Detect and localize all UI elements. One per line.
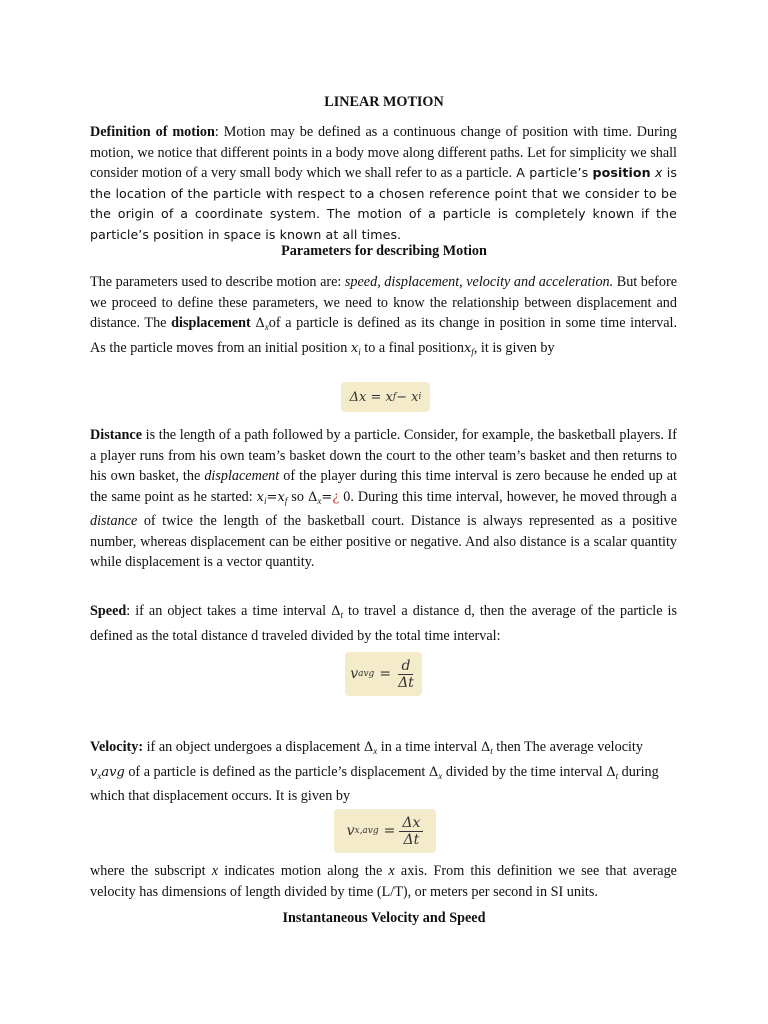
page-title: LINEAR MOTION [324,94,444,110]
velocity-explanation-paragraph: where the subscript x indicates motion along the x axis. From this definition we see that average velocity has dimensions of length divided by time (L/T), or meters per second in SI units. [90,863,677,900]
velocity-label: Velocity: [90,739,144,755]
params-heading: Parameters for describing Motion [281,243,487,259]
speed-paragraph: Speed: if an object takes a time interval $\Delta_t$ to travel a distance d, then the average of the particle is defined as the total distance d traveled divided by the total time interval: [90,603,677,644]
params-paragraph: The parameters used to describe motion are: speed, displacement, velocity and acceleration. But before we proceed to define these parameters, we need to know the relationship between displacement and distance. The displacement $\Delta_xof$ a particle is defined as its change in position in some time interval. As the particle moves from an initial position $x_i$ to a final positionx$_f$, it is given by [90,274,678,357]
speed-equation: v avg = $\frac{d}{\Delta t}$ [345,652,422,696]
distance-label: Distance [90,427,143,443]
instantaneous-heading: Instantaneous Velocity and Speed [282,910,486,926]
speed-label: Speed [90,603,127,619]
velocity-paragraph: Velocity: if an object undergoes a displacement $\Delta_x$ in a time interval $\Delta_t$ then The average velocity $v_xavg$ of a particle is defined as the particle’s displacement $\Delta_x$ divided by the time interval $\Delta_t$ during which that displacement occurs. It is given by [90,739,659,804]
distance-paragraph: Distance is the length of a path followed by a particle. Consider, for example, the basketball players. If a player runs from his own team’s basket down the court to the other team’s basket and then returns to his own basket, the displacement of the player during this time interval is zero because he ended up at the same point as he started: $x_i=x_f$ so $\Delta_x=¿$ 0. During this time interval, however, he moved through a distance of twice the length of the basketball court. Distance is always represented as a positive number, whereas displacement can be either positive or negative. And also distance is a scalar quantity while displacement is a vector quantity. [90,427,677,570]
definition-label: Definition of motion [90,124,215,140]
definition-paragraph: Definition of motion: Motion may be defined as a continuous change of position with time. During motion, we notice that different points in a body move along different paths. Let for simplicity we shall consider motion of a very small body which we shall refer to as a particle. A particle’s position x is the location of the particle with respect to a chosen reference point that we consider to be the origin of a coordinate system. The motion of a particle is completely known if the particle’s position in space is known at all times. [90,124,677,242]
velocity-equation: v x,avg = $\frac{\Delta x}{\Delta t}$ [334,809,436,853]
displacement-equation: Δx = x f − x i [341,382,430,412]
